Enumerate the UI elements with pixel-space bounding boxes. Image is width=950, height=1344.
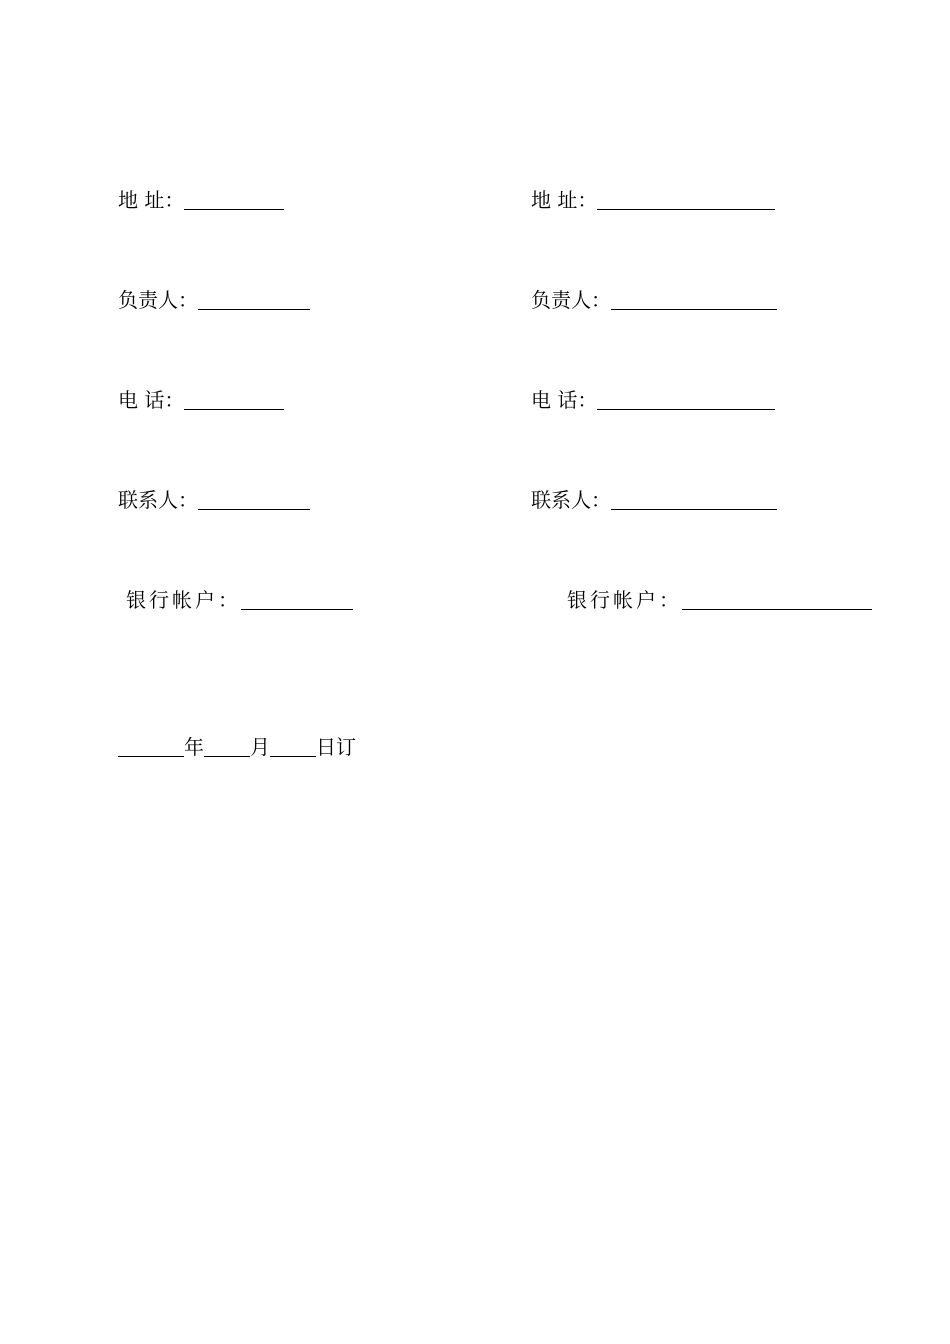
right-bank-account-label: 银行帐户： xyxy=(567,588,682,612)
left-contact-row xyxy=(118,488,310,512)
left-bank-account-row xyxy=(126,588,353,612)
date-line xyxy=(118,735,356,759)
year-blank[interactable] xyxy=(118,738,184,757)
right-contact-blank[interactable] xyxy=(611,491,777,510)
right-phone-row xyxy=(531,388,775,412)
right-address-blank[interactable] xyxy=(597,191,775,210)
left-address-blank[interactable] xyxy=(184,191,284,210)
left-phone-row xyxy=(118,388,284,412)
left-phone-blank[interactable] xyxy=(184,391,284,410)
month-label: 月 xyxy=(250,735,270,759)
left-address-row xyxy=(118,188,284,212)
right-person-in-charge-blank[interactable] xyxy=(611,291,777,310)
left-person-in-charge-row xyxy=(118,288,310,312)
left-bank-account-label: 银行帐户： xyxy=(126,588,241,612)
right-person-in-charge-row xyxy=(531,288,777,312)
right-bank-account-blank[interactable] xyxy=(682,591,872,610)
year-label: 年 xyxy=(184,735,204,759)
left-bank-account-blank[interactable] xyxy=(241,591,353,610)
right-contact-row xyxy=(531,488,777,512)
left-contact-blank[interactable] xyxy=(198,491,310,510)
day-label: 日订 xyxy=(316,735,356,759)
left-contact-label: 联系人： xyxy=(118,488,198,512)
right-contact-label: 联系人： xyxy=(531,488,611,512)
month-blank[interactable] xyxy=(204,738,250,757)
left-address-label: 地 址： xyxy=(118,188,185,212)
right-person-in-charge-label: 负责人： xyxy=(531,288,611,312)
right-address-label: 地 址： xyxy=(531,188,598,212)
day-blank[interactable] xyxy=(270,738,316,757)
left-phone-label: 电 话： xyxy=(118,388,185,412)
left-person-in-charge-label: 负责人： xyxy=(118,288,198,312)
right-phone-blank[interactable] xyxy=(597,391,775,410)
right-phone-label: 电 话： xyxy=(531,388,598,412)
right-address-row xyxy=(531,188,775,212)
right-bank-account-row xyxy=(567,588,872,612)
left-person-in-charge-blank[interactable] xyxy=(198,291,310,310)
